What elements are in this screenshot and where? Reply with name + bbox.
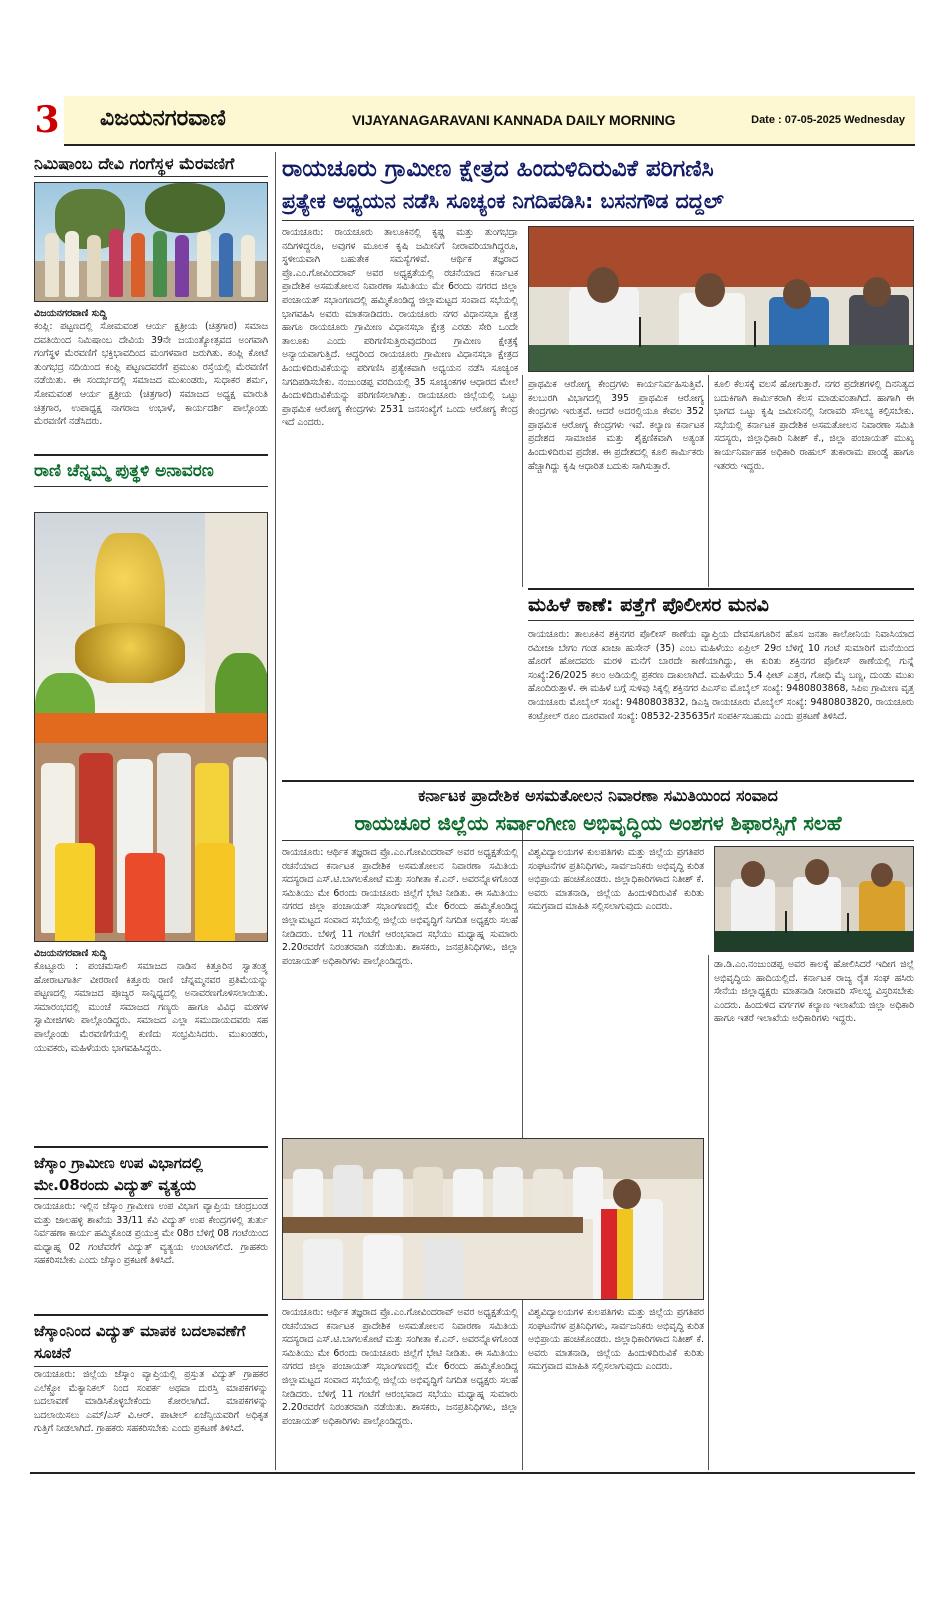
photo-interaction-meeting xyxy=(282,1138,704,1300)
photo-committee-panel xyxy=(714,846,914,952)
article-body-regional-column-2-continued: ವಿಶ್ವವಿದ್ಯಾಲಯಗಳ ಕುಲಪತಿಗಳು ಮತ್ತು ಜಿಲ್ಲೆಯ ಪ್ರಗತಿಪರ ಸಂಘಟನೆಗಳ ಪ್ರತಿನಿಧಿಗಳು, ಸಾರ್ವಜನಿಕರು ಅಭಿವೃದ್ಧಿ ಕುರಿತ ಅಭಿಪ್ರಾಯ ಹಂಚಿಕೊಂಡರು. ಜಿಲ್ಲಾಧಿಕಾರಿಗಳಾದ ನಿತೀಶ್ ಕೆ. ಅವರು ಮಾತನಾಡಿ, ಜಿಲ್ಲೆಯ ಹಿಂದುಳಿದಿರುವಿಕೆ ಕುರಿತು ಸಮಗ್ರವಾದ ಮಾಹಿತಿ ಸಲ್ಲಿಸಲಾಗುವುದು ಎಂದರು. xyxy=(528,1307,704,1373)
page-bottom-rule xyxy=(30,1472,915,1474)
issue-date: Date : 07-05-2025 Wednesday xyxy=(751,114,905,126)
article-body-rani-chennamma: ಕೊಟ್ಟೂರು : ಪಂಚಮಸಾಲಿ ಸಮಾಜದ ನಾಡಿನ ಕಿತ್ತೂರಿನ ಸ್ವಾತಂತ್ರ್ಯ ಹೋರಾಟಗಾರ್ತಿ ವೀರರಾಣಿ ಕಿತ್ತೂರು ರಾಣಿ ಚೆನ್ನಮ್ಮನವರ ಪ್ರತಿಮೆಯನ್ನು ಪಟ್ಟಣದಲ್ಲಿ ಸಮಾಜದ ಪೂಜ್ಯರ ಸಾನ್ನಿಧ್ಯದಲ್ಲಿ ಅನಾವರಣಗೊಳಿಸಲಾಯಿತು. ಸಮಾರಂಭದಲ್ಲಿ ಮುಂಚೆ ಸಮಾಜದ ಗಣ್ಯರು ಹಾಗೂ ವಿವಿಧ ಮಠಗಳ ಸ್ವಾಮೀಜಿಗಳು ಪಾಲ್ಗೊಂಡಿದ್ದರು. ಸಮಾಜದ ಎಲ್ಲಾ ಸಮುದಾಯದವರು ಸಹ ಪಾಲ್ಗೊಂಡು ಮೆರವಣಿಗೆಯಲ್ಲಿ ಕುಣಿದು ಸಂಭ್ರಮಿಸಿದರು. ಮುಖಂಡರು, ಯುವಕರು, ಮಹಿಳೆಯರು ಭಾಗವಹಿಸಿದ್ದರು. xyxy=(34,961,268,1054)
headline-missing-woman: ಮಹಿಳೆ ಕಾಣೆ: ಪತ್ತೆಗೆ ಪೊಲೀಸರ ಮನವಿ xyxy=(528,588,914,621)
photo-lead-meeting xyxy=(528,226,914,372)
kicker-regional-imbalance: ಕರ್ನಾಟಕ ಪ್ರಾದೇಶಿಕ ಅಸಮತೋಲನ ನಿವಾರಣಾ ಸಮಿತಿಯಿಂದ ಸಂವಾದ xyxy=(282,780,914,807)
article-body-regional-column-1: ರಾಯಚೂರು: ಆರ್ಥಿಕ ತಜ್ಞರಾದ ಪ್ರೊ.ಎಂ.ಗೋವಿಂದರಾವ್ ಅವರ ಅಧ್ಯಕ್ಷತೆಯಲ್ಲಿ ರಚನೆಯಾದ ಕರ್ನಾಟಕ ಪ್ರಾದೇಶಿಕ ಅಸಮತೋಲನ ನಿವಾರಣಾ ಸಮಿತಿಯ ಸದಸ್ಯರಾದ ಎಸ್.ಟಿ.ಬಾಗಲಕೋಟೆ ಮತ್ತು ಸಂಗೀತಾ ಕೆ.ಎನ್. ಅವರನ್ನೊಳಗೊಂಡ ಸಮಿತಿಯು ಮೇ 6ರಂದು ರಾಯಚೂರು ಜಿಲ್ಲೆಗೆ ಭೇಟಿ ನೀಡಿತು. ಈ ಸಮಿತಿಯು ನಗರದ ಜಿಲ್ಲಾ ಪಂಚಾಯತ್ ಸಭಾಂಗಣದಲ್ಲಿ ಮೇ 6ರಂದು ಹಮ್ಮಿಕೊಂಡಿದ್ದ ಜಿಲ್ಲಾಮಟ್ಟದ ಸಂವಾದ ಸಭೆಯಲ್ಲಿ ಜಿಲ್ಲೆಯ ಅಭಿವೃದ್ಧಿಗೆ ನಿಗದಿತ ಅಧ್ಯಕ್ಷರು ಸಲಹೆ ನೀಡಿದರು. ಬೆಳಿಗ್ಗೆ 11 ಗಂಟೆಗೆ ಆರಂಭವಾದ ಸಭೆಯು ಮಧ್ಯಾಹ್ನ ಸುಮಾರು 2.20ರವರೆಗೆ ನಿರಂತರವಾಗಿ ನಡೆಯಿತು. ಶಾಸಕರು, ಜನಪ್ರತಿನಿಧಿಗಳು, ಜಿಲ್ಲಾ ಪಂಚಾಯತ್ ಅಧಿಕಾರಿಗಳು ಪಾಲ್ಗೊಂಡಿದ್ದರು. xyxy=(282,847,518,967)
newspaper-title-kannada: ವಿಜಯನಗರವಾಣಿ xyxy=(100,106,226,131)
headline-rani-chennamma: ರಾಣಿ ಚೆನ್ನಮ್ಮ ಪುತ್ಥಳಿ ಅನಾವರಣ xyxy=(34,454,268,487)
lead-article-body-column-2: ಪ್ರಾಥಮಿಕ ಆರೋಗ್ಯ ಕೇಂದ್ರಗಳು ಕಾರ್ಯನಿರ್ವಹಿಸುತ್ತಿವೆ. ಕಲಬುರಗಿ ವಿಭಾಗದಲ್ಲಿ 395 ಪ್ರಾಥಮಿಕ ಆರೋಗ್ಯ ಕೇಂದ್ರಗಳು ಇರುತ್ತವೆ. ಆದರೆ ಅದರಲ್ಲಿಯೂ ಕೇವಲ 352 ಪ್ರಾಥಮಿಕ ಆರೋಗ್ಯ ಕೇಂದ್ರಗಳು ಇವೆ. ಕಲ್ಯಾಣ ಕರ್ನಾಟಕ ಪ್ರದೇಶದ ಸಾಮಾಜಿಕ ಮತ್ತು ಶೈಕ್ಷಣಿಕವಾಗಿ ಅತ್ಯಂತ ಹಿಂದುಳಿದಿರುವ ಪ್ರದೇಶ. ಈ ಪ್ರದೇಶದಲ್ಲಿ ಕೂಲಿ ಕಾರ್ಮಿಕರು ಹೆಚ್ಚಾಗಿದ್ದು ಕೃಷಿ ಆಧಾರಿತ ಬದುಕು ಸಾಗಿಸುತ್ತಾರೆ. xyxy=(528,379,704,472)
column-rule xyxy=(522,375,523,587)
column-rule xyxy=(275,152,276,1470)
column-rule xyxy=(708,955,709,1470)
lead-headline-line-2: ಪ್ರತ್ಯೇಕ ಅಧ್ಯಯನ ನಡೆಸಿ ಸೂಚ್ಯಂಕ ನಿಗದಿಪಡಿಸಿ: ಬಸನಗೌಡ ದದ್ದಲ್ xyxy=(282,186,914,221)
headline-nimishamba: ನಿಮಿಷಾಂಬ ದೇವಿ ಗಂಗೆಸ್ಥಳ ಮೆರವಣಿಗೆ xyxy=(34,154,268,177)
article-body-regional-column-3: ಡಾ.ಡಿ.ಎಂ.ನಂಜುಂಡಪ್ಪ ಅವರ ಕಾಲಕ್ಕೆ ಹೋಲಿಸಿದರೆ ಇದೀಗ ಜಿಲ್ಲೆ ಅಭಿವೃದ್ಧಿಯ ಹಾದಿಯಲ್ಲಿದೆ. ಕರ್ನಾಟಕ ರಾಜ್ಯ ರೈತ ಸಂಘ ಹಸಿರು ಸೇನೆಯ ಜಿಲ್ಲಾಧ್ಯಕ್ಷರು ಮಾತನಾಡಿ ನೀರಾವರಿ ಸೌಲಭ್ಯ ವಿಸ್ತರಿಸಬೇಕು ಎಂದರು. ಹಿಂದುಳಿದ ವರ್ಗಗಳ ಕಲ್ಯಾಣ ಇಲಾಖೆಯ ಜಿಲ್ಲಾ ಅಧಿಕಾರಿ ಹಾಗೂ ಇತರೆ ಇಲಾಖೆಯ ಅಧಿಕಾರಿಗಳು ಇದ್ದರು. xyxy=(714,959,914,1025)
photo-credit: ವಿಜಯನಗರವಾಣಿ ಸುದ್ದಿ xyxy=(34,948,107,959)
photo-credit: ವಿಜಯನಗರವಾಣಿ ಸುದ್ದಿ xyxy=(34,308,107,319)
left-column xyxy=(30,152,270,1470)
headline-gescom-power-cut: ಜೆಸ್ಕಾಂ ಗ್ರಾಮೀಣ ಉಪ ವಿಭಾಗದಲ್ಲಿ ಮೇ.08ರಂದು ವಿದ್ಯುತ್ ವ್ಯತ್ಯಯ xyxy=(34,1146,268,1199)
article-body-gescom-meter: ರಾಯಚೂರು: ಜಿಲ್ಲೆಯ ಜೆಸ್ಕಾಂ ವ್ಯಾಪ್ತಿಯಲ್ಲಿ ಪ್ರಸ್ತುತ ವಿದ್ಯುತ್ ಗ್ರಾಹಕರ ಎಲೆಕ್ಟ್ರೋ ಮೆಕ್ಯಾನಿಕಲ್ ನಿಂದ ಸಂಪರ್ಕ ಅಥವಾ ದುರಸ್ತಿ ಮಾಪಕಗಳನ್ನು ಬದಲಾವಣೆ ಮಾಡಿಸಿಕೊಳ್ಳಬೇಕೆಂದು ಕೋರಲಾಗಿದೆ. ಮಾಪಕಗಳನ್ನು ಬದಲಾಯಿಸಲು ಎಮ್/ಎಸ್ ವಿ.ಆರ್. ಪಾಟೀಲ್ ಏಜೆನ್ಸಿಯವರಿಗೆ ಅಧಿಕೃತ ಗುತ್ತಿಗೆ ನೀಡಲಾಗಿದೆ. ಗ್ರಾಹಕರು ಸಹಕರಿಸಬೇಕು ಎಂದು ಪ್ರಕಟಣೆ ತಿಳಿಸಿದೆ. xyxy=(34,1369,268,1435)
column-rule xyxy=(708,375,709,587)
headline-gescom-meter: ಜೆಸ್ಕಾಂನಿಂದ ವಿದ್ಯುತ್ ಮಾಪಕ ಬದಲಾವಣೆಗೆ ಸೂಚನೆ xyxy=(34,1314,268,1367)
lead-article-body-column-1: ರಾಯಚೂರು: ರಾಯಚೂರು ತಾಲೂಕಿನಲ್ಲಿ ಕೃಷ್ಣ ಮತ್ತು ತುಂಗಭದ್ರಾ ನದಿಗಳಿದ್ದರೂ, ಅವುಗಳ ಮೂಲಕ ಕೃಷಿ ಜಮೀನಿಗೆ ನೀರಾವರಿಯಾಗಿದ್ದರೂ, ಸ್ಥಳೀಯವಾಗಿ ಬಹುತೇಕ ಸಮಸ್ಯೆಗಳಿವೆ. ಆರ್ಥಿಕ ತಜ್ಞರಾದ ಪ್ರೊ.ಎಂ.ಗೋವಿಂದರಾವ್ ಅವರ ಅಧ್ಯಕ್ಷತೆಯಲ್ಲಿ ರಚನೆಯಾದ ಕರ್ನಾಟಕ ಪ್ರಾದೇಶಿಕ ಅಸಮತೋಲನ ನಿವಾರಣಾ ಸಮಿತಿಯು ಮೇ 6ರಂದು ನಗರದ ಜಿಲ್ಲಾ ಪಂಚಾಯತ್ ಸಭಾಂಗಣದಲ್ಲಿ ಹಮ್ಮಿಕೊಂಡಿದ್ದ ಜಿಲ್ಲಾಮಟ್ಟದ ಸಂವಾದ ಸಭೆಯಲ್ಲಿ ಭಾಗವಹಿಸಿ ಅವರು ಮಾತನಾಡಿದರು. ರಾಯಚೂರು ನಗರ ವಿಧಾನಸಭಾ ಕ್ಷೇತ್ರ ಹಾಗೂ ರಾಯಚೂರು ಗ್ರಾಮೀಣ ವಿಧಾನಸಭಾ ಕ್ಷೇತ್ರ ಎರಡು ಸೇರಿ ಒಂದೇ ತಾಲೂಕು ಎಂದು ಪರಿಗಣಿಸುತ್ತಿರುವುದರಿಂದ ಗ್ರಾಮೀಣ ಕ್ಷೇತ್ರಕ್ಕೆ ಅನ್ಯಾಯವಾಗುತ್ತಿದೆ. ಆದ್ದರಿಂದ ರಾಯಚೂರು ಗ್ರಾಮೀಣ ವಿಧಾನಸಭಾ ಕ್ಷೇತ್ರದ ಹಿಂದುಳಿದಿರುವಿಕೆಯನ್ನು ಪರಿಗಣಿಸಿ ಪ್ರತ್ಯೇಕವಾಗಿ ಅಧ್ಯಯನ ನಡೆಸಿ ಸೂಚ್ಯಂಕ ನಿಗದಿಪಡಿಸಬೇಕು. ನಂಜುಂಡಪ್ಪ ವರದಿಯಲ್ಲಿ 35 ಸೂಚ್ಯಂಕಗಳ ಆಧಾರದ ಮೇಲೆ ಹಿಂದುಳಿದಿರುವಿಕೆಯನ್ನು ಪರಿಗಣಿಸಲಾಗಿತ್ತು. ರಾಯಚೂರು ಜಿಲ್ಲೆಯಲ್ಲಿ ಒಟ್ಟು ಪ್ರಾಥಮಿಕ ಆರೋಗ್ಯ ಕೇಂದ್ರಗಳು 2531 ಜನಸಂಖ್ಯೆಗೆ ಒಂದು ಆರೋಗ್ಯ ಕೇಂದ್ರ ಇದೆ ಎಂದರು. xyxy=(282,227,518,429)
lead-headline-line-1: ರಾಯಚೂರು ಗ್ರಾಮೀಣ ಕ್ಷೇತ್ರದ ಹಿಂದುಳಿದಿರುವಿಕೆ ಪರಿಗಣಿಸಿ xyxy=(282,156,714,182)
newspaper-title-english: VIJAYANAGARAVANI KANNADA DAILY MORNING xyxy=(352,112,676,128)
article-body-gescom-power-cut: ರಾಯಚೂರು: ಇಲ್ಲಿನ ಜೆಸ್ಕಾಂ ಗ್ರಾಮೀಣ ಉಪ ವಿಭಾಗ ವ್ಯಾಪ್ತಿಯ ಚಂದ್ರಬಂಡ ಮತ್ತು ಜಾಲಹಳ್ಳಿ ಶಾಖೆಯ 33/11 ಕೆವಿ ವಿದ್ಯುತ್ ಉಪ ಕೇಂದ್ರಗಳಲ್ಲಿ ತುರ್ತು ನಿರ್ವಹಣಾ ಕಾರ್ಯ ಹಮ್ಮಿಕೊಂಡ ಪ್ರಯುಕ್ತ ಮೇ 08ರ ಬೆಳಿಗ್ಗೆ 08 ಗಂಟೆಯಿಂದ ಮಧ್ಯಾಹ್ನ 02 ಗಂಟೆವರೆಗೆ ವಿದ್ಯುತ್ ವ್ಯತ್ಯಯ ಉಂಟಾಗಲಿದೆ. ಗ್ರಾಹಕರು ಸಹಕರಿಸಬೇಕು ಎಂದು ಜೆಸ್ಕಾಂ ಪ್ರಕಟಣೆ ತಿಳಿಸಿದೆ. xyxy=(34,1201,268,1267)
photo-procession xyxy=(34,182,268,302)
article-body-nimishamba: ಕಂಪ್ಲಿ: ಪಟ್ಟಣದಲ್ಲಿ ಸೋಮವಂಶ ಆರ್ಯ ಕ್ಷತ್ರೀಯ (ಚಿತ್ರಗಾರ) ಸಮಾಜ ದವತಿಯಿಂದ ನಿಮಿಷಾಂಬ ದೇವಿಯ 39ನೇ ಜಯಂತ್ಯೋತ್ಸವದ ಅಂಗವಾಗಿ ಗಂಗೆಸ್ಥಳ ಮೆರವಣಿಗೆ ಭಕ್ತಿಭಾವದಿಂದ ಮಂಗಳವಾರ ಜರುಗಿತು. ಕಂಪ್ಲಿ ಕೋಟೆ ತುಂಗಭದ್ರ ನದಿಯಿಂದ ಕಂಪ್ಲಿ ಪಟ್ಟಣದವರೆಗೆ ಪ್ರಮುಖ ರಸ್ತೆಯಲ್ಲಿ ಮೆರವಣಿಗೆ ನಡೆಯಿತು. ಈ ಸಂದರ್ಭದಲ್ಲಿ ಸಮಾಜದ ಮುಖಂಡರು, ಸುಧಾಕರ ಶರ್ಮ, ಸೋಮವಂಶ ಆರ್ಯ ಕ್ಷತ್ರೀಯ (ಚಿತ್ರಗಾರ) ಸಮಾಜದ ಅಧ್ಯಕ್ಷ ಮಾರುತಿ ಚಿತ್ರಗಾರ, ಉಪಾಧ್ಯಕ್ಷ ನಾಗರಾಜ ಉಭಾಳೆ, ಕಾರ್ಯದರ್ಶಿ ಪಾಲ್ಗೊಂಡು ಮೆರವಣಿಗೆ ನಡೆಸಿದರು. xyxy=(34,321,268,428)
article-body-missing-woman: ರಾಯಚೂರು: ತಾಲೂಕಿನ ಶಕ್ತಿನಗರ ಪೊಲೀಸ್ ಠಾಣೆಯ ವ್ಯಾಪ್ತಿಯ ದೇವಸೂಗೂರಿನ ಹೊಸ ಜನತಾ ಕಾಲೋನಿಯ ನಿವಾಸಿಯಾದ ರಮೀಜಾ ಬೇಗಂ ಗಂಡ ಖಾಜಾ ಹುಸೇನ್ (35) ಎಂಬ ಮಹಿಳೆಯು ಏಪ್ರಿಲ್ 29ರ ಬೆಳಿಗ್ಗೆ 10 ಗಂಟೆ ಸುಮಾರಿಗೆ ಮನೆಯಿಂದ ಹೊರಗೆ ಹೋದವರು ಮರಳಿ ಮನೆಗೆ ಬಾರದೇ ಕಾಣೆಯಾಗಿದ್ದು, ಈ ಕುರಿತು ಶಕ್ತಿನಗರ ಪೊಲೀಸ್ ಠಾಣೆಯಲ್ಲಿ ಗುನ್ನೆ ಸಂಖ್ಯೆ:26/2025 ಕಲಂ ಅಡಿಯಲ್ಲಿ ಪ್ರಕರಣ ದಾಖಲಾಗಿದೆ. ಮಹಿಳೆಯು 5.4 ಫೀಟ್ ಎತ್ತರ, ಗೋಧಿ ಮೈ ಬಣ್ಣ, ದುಂಡು ಮುಖ ಹೊಂದಿರುತ್ತಾಳೆ. ಈ ಮಹಿಳೆ ಬಗ್ಗೆ ಸುಳಿವು ಸಿಕ್ಕಲ್ಲಿ ಶಕ್ತಿನಗರ ಪಿಎಸ್ಐ ಮೊಬೈಲ್ ಸಂಖ್ಯೆ: 9480803868, ಸಿಪಿಐ ಗ್ರಾಮೀಣ ವೃತ್ತ ರಾಯಚೂರು ಮೊಬೈಲ್ ಸಂಖ್ಯೆ: 9480803832, ಡಿಎಸ್ಪಿ ರಾಯಚೂರು ಮೊಬೈಲ್ ಸಂಖ್ಯೆ: 9480803820, ರಾಯಚೂರು ಕಂಟ್ರೋಲ್ ರೂಂ ದೂರವಾಣಿ ಸಂಖ್ಯೆ: 08532-235635ಗೆ ಸಂಪರ್ಕಿಸಬಹುದು ಎಂದು ಪ್ರಕಟಣೆ ತಿಳಿಸಿದೆ. xyxy=(528,629,914,722)
headline-regional-imbalance: ರಾಯಚೂರ ಜಿಲ್ಲೆಯ ಸರ್ವಾಂಗೀಣ ಅಭಿವೃದ್ಧಿಯ ಅಂಶಗಳ ಶಿಫಾರಸ್ಸಿಗೆ ಸಲಹೆ xyxy=(282,808,914,841)
article-body-regional-column-1-continued: ರಾಯಚೂರು: ಆರ್ಥಿಕ ತಜ್ಞರಾದ ಪ್ರೊ.ಎಂ.ಗೋವಿಂದರಾವ್ ಅವರ ಅಧ್ಯಕ್ಷತೆಯಲ್ಲಿ ರಚನೆಯಾದ ಕರ್ನಾಟಕ ಪ್ರಾದೇಶಿಕ ಅಸಮತೋಲನ ನಿವಾರಣಾ ಸಮಿತಿಯ ಸದಸ್ಯರಾದ ಎಸ್.ಟಿ.ಬಾಗಲಕೋಟೆ ಮತ್ತು ಸಂಗೀತಾ ಕೆ.ಎನ್. ಅವರನ್ನೊಳಗೊಂಡ ಸಮಿತಿಯು ಮೇ 6ರಂದು ರಾಯಚೂರು ಜಿಲ್ಲೆಗೆ ಭೇಟಿ ನೀಡಿತು. ಈ ಸಮಿತಿಯು ನಗರದ ಜಿಲ್ಲಾ ಪಂಚಾಯತ್ ಸಭಾಂಗಣದಲ್ಲಿ ಮೇ 6ರಂದು ಹಮ್ಮಿಕೊಂಡಿದ್ದ ಜಿಲ್ಲಾಮಟ್ಟದ ಸಂವಾದ ಸಭೆಯಲ್ಲಿ ಜಿಲ್ಲೆಯ ಅಭಿವೃದ್ಧಿಗೆ ನಿಗದಿತ ಅಧ್ಯಕ್ಷರು ಸಲಹೆ ನೀಡಿದರು. ಬೆಳಿಗ್ಗೆ 11 ಗಂಟೆಗೆ ಆರಂಭವಾದ ಸಭೆಯು ಮಧ್ಯಾಹ್ನ ಸುಮಾರು 2.20ರವರೆಗೆ ನಿರಂತರವಾಗಿ ನಡೆಯಿತು. ಶಾಸಕರು, ಜನಪ್ರತಿನಿಧಿಗಳು, ಜಿಲ್ಲಾ ಪಂಚಾಯತ್ ಅಧಿಕಾರಿಗಳು ಪಾಲ್ಗೊಂಡಿದ್ದರು. xyxy=(282,1307,518,1427)
photo-statue-unveiling xyxy=(34,512,268,942)
article-body-regional-column-2: ವಿಶ್ವವಿದ್ಯಾಲಯಗಳ ಕುಲಪತಿಗಳು ಮತ್ತು ಜಿಲ್ಲೆಯ ಪ್ರಗತಿಪರ ಸಂಘಟನೆಗಳ ಪ್ರತಿನಿಧಿಗಳು, ಸಾರ್ವಜನಿಕರು ಅಭಿವೃದ್ಧಿ ಕುರಿತ ಅಭಿಪ್ರಾಯ ಹಂಚಿಕೊಂಡರು. ಜಿಲ್ಲಾಧಿಕಾರಿಗಳಾದ ನಿತೀಶ್ ಕೆ. ಅವರು ಮಾತನಾಡಿ, ಜಿಲ್ಲೆಯ ಹಿಂದುಳಿದಿರುವಿಕೆ ಕುರಿತು ಸಮಗ್ರವಾದ ಮಾಹಿತಿ ಸಲ್ಲಿಸಲಾಗುವುದು ಎಂದರು. xyxy=(528,847,704,913)
page-number: 3 xyxy=(30,96,64,146)
lead-article-body-column-3: ಕೂಲಿ ಕೆಲಸಕ್ಕೆ ವಲಸೆ ಹೋಗುತ್ತಾರೆ. ನಗರ ಪ್ರದೇಶಗಳಲ್ಲಿ ದಿನನಿತ್ಯದ ಬದುಕಿಗಾಗಿ ಕಾರ್ಮಿಕರಾಗಿ ಕೆಲಸ ಮಾಡುವಂತಾಗಿದೆ. ಹಾಗಾಗಿ ಈ ಭಾಗದ ಒಟ್ಟು ಕೃಷಿ ಜಮೀನಿನಲ್ಲಿ ನೀರಾವರಿ ಸೌಲಭ್ಯ ಕಲ್ಪಿಸಬೇಕು. ಸಭೆಯಲ್ಲಿ ಕರ್ನಾಟಕ ಪ್ರಾದೇಶಿಕ ಅಸಮತೋಲನ ನಿವಾರಣಾ ಸಮಿತಿ ಸದಸ್ಯರು, ಜಿಲ್ಲಾಧಿಕಾರಿ ನಿತೀಶ್ ಕೆ., ಜಿಲ್ಲಾ ಪಂಚಾಯತ್ ಮುಖ್ಯ ಕಾರ್ಯನಿರ್ವಾಹಕ ಅಧಿಕಾರಿ ರಾಹುಲ್ ತುಕಾರಾಮ ಪಾಂಡ್ವೆ ಹಾಗೂ ಇತರರು ಇದ್ದರು. xyxy=(714,379,914,472)
masthead xyxy=(30,96,915,146)
